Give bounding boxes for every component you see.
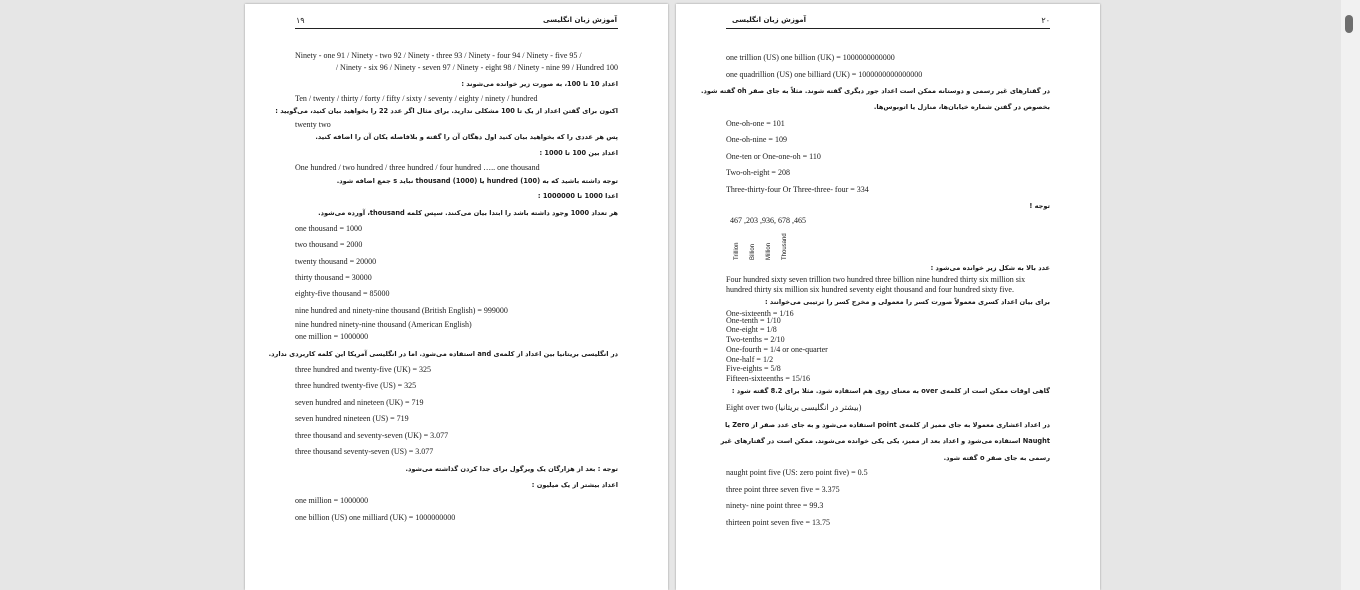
text-line: اعداد 10 تا 100، به صورت زیر خوانده می‌شوند :: [461, 80, 618, 88]
text-line: three thousand seventy-seven (US) = 3.077: [295, 447, 434, 456]
page-header-title: آموزش زبان انگلیسی: [732, 16, 806, 24]
text-line: three hundred and twenty-five (UK) = 325: [295, 365, 432, 374]
text-line: در اعداد اعشاری معمولا به جای ممیز از کلمه‌ی point استفاده می‌شود و به جای عدد صفر از Zero یا: [724, 421, 1050, 429]
text-line: one quadrillion (US) one billiard (UK) = 1000000000000000: [726, 70, 923, 79]
text-line: nine hundred ninety-nine thousand (American English): [295, 320, 472, 329]
text-line: اعدا 1000 تا 1000000 :: [537, 192, 618, 200]
text-line: One-oh-one = 101: [726, 119, 785, 128]
place-value-label: Trillion: [734, 242, 740, 260]
text-line: One-tenth = 1/10: [726, 316, 781, 325]
text-line: seven hundred nineteen (US) = 719: [295, 414, 409, 423]
text-line: nine hundred and ninety-nine thousand (British English) = 999000: [295, 306, 508, 315]
text-line: ninety- nine point three = 99.3: [726, 501, 824, 510]
text-line: Naught استفاده می‌شود و اعداد بعد از ممیز، یکی یکی خوانده می‌شوند. ممکن است در گفتارهای غیر: [720, 437, 1050, 445]
text-line: naught point five (US: zero point five) = 0.5: [726, 468, 868, 477]
place-value-label: Thousand: [782, 233, 788, 260]
text-line: three thousand and seventy-seven (UK) = 3.077: [295, 431, 449, 440]
text-line: توجه : بعد از هزارگان یک ویرگول برای جدا کردن گذاشته می‌شود.: [405, 465, 618, 473]
text-line: one billion (US) one milliard (UK) = 1000000000: [295, 513, 456, 522]
text-line: hundred thirty six million six hundred seventy eight thousand and four hundred sixty five.: [726, 285, 1014, 294]
text-line: برای بیان اعداد کسری معمولاً صورت کسر را معمولی و مخرج کسر را ترتیبی می‌خوانند :: [764, 298, 1050, 306]
text-line: بخصوص در گفتن شماره خیابان‌ها، منازل یا اتوبوس‌ها.: [873, 103, 1050, 111]
text-line: هر تعداد 1000 وجود داشته باشد را ابتدا بیان می‌کنند. سپس کلمه thousand، آورده می‌شود.: [318, 209, 618, 217]
text-line: thirty thousand = 30000: [295, 273, 372, 282]
text-line: twenty two: [295, 120, 331, 129]
header-rule: [295, 28, 618, 29]
vertical-scrollbar[interactable]: [1341, 0, 1360, 590]
page-number: ۱۹: [296, 16, 305, 25]
text-line: eighty-five thousand = 85000: [295, 289, 390, 298]
text-line: two thousand = 2000: [295, 240, 363, 249]
text-line: اعداد بیشتر از یک میلیون :: [531, 481, 618, 489]
text-line: three hundred twenty-five (US) = 325: [295, 381, 417, 390]
document-page-left: [245, 4, 668, 590]
page-header-title: آموزش زبان انگلیسی: [543, 16, 617, 24]
text-line: پس هر عددی را که بخواهید بیان کنید اول دهگان آن را گفته و بلافاصله یکان آن را اضافه کنید.: [315, 133, 618, 141]
page-number: ۲۰: [1041, 16, 1050, 25]
text-line: One hundred / two hundred / three hundred / four hundred ….. one thousand: [295, 163, 540, 172]
text-line: One-eight = 1/8: [726, 325, 777, 334]
text-line: Ninety - one 91 / Ninety - two 92 / Ninety - three 93 / Ninety - four 94 / Ninety - five 95 /: [295, 51, 582, 60]
text-line: seven hundred and nineteen (UK) = 719: [295, 398, 424, 407]
text-line: thirteen point seven five = 13.75: [726, 518, 831, 527]
place-value-label: Million: [766, 242, 772, 260]
text-line: Five-eights = 5/8: [726, 364, 781, 373]
text-line: one thousand = 1000: [295, 224, 362, 233]
scrollbar-thumb[interactable]: [1345, 15, 1353, 33]
text-line: Two-tenths = 2/10: [726, 335, 785, 344]
text-line: One-sixteenth = 1/16: [726, 309, 794, 318]
text-line: اعداد بین 100 تا 1000 :: [539, 149, 618, 157]
text-line: اکنون برای گفتن اعداد از یک تا 100 مشکلی ندارید. برای مثال اگر عدد 22 را بخواهید بیان کنید، می‌گویید :: [275, 107, 618, 115]
text-line: One-half = 1/2: [726, 355, 774, 364]
text-line: one trillion (US) one billion (UK) = 1000000000000: [726, 53, 895, 62]
text-line: one million = 1000000: [295, 332, 369, 341]
text-line: توجه !: [1029, 202, 1050, 210]
text-line: عدد بالا به شکل زیر خوانده می‌شود :: [930, 264, 1050, 272]
text-line: Fifteen-sixteenths = 15/16: [726, 374, 811, 383]
text-line: Two-oh-eight = 208: [726, 168, 790, 177]
text-line: Four hundred sixty seven trillion two hundred three billion nine hundred thirty six million six: [726, 275, 1026, 284]
text-line: Ten / twenty / thirty / forty / fifty / sixty / seventy / eighty / ninety / hundred: [295, 94, 538, 103]
text-line: در انگلیسی بریتانیا بین اعداد از کلمه‌ی and استفاده می‌شود. اما در انگلیسی آمریکا این کلمه کاربردی ندارد.: [268, 350, 618, 358]
place-value-label: Billion: [750, 243, 756, 260]
text-line: / Ninety - six 96 / Ninety - seven 97 / Ninety - eight 98 / Ninety - nine 99 / Hundred 100: [335, 63, 618, 72]
text-line: رسمی به جای صفر o گفته شود.: [943, 454, 1050, 462]
text-line: one million = 1000000: [295, 496, 369, 505]
text-line: 467 ,203 ,936, 678 ,465: [730, 216, 806, 225]
header-rule: [726, 28, 1050, 29]
text-line: One-fourth = 1/4 or one-quarter: [726, 345, 828, 354]
text-line: گاهی اوقات ممکن است از کلمه‌ی over به معنای روی هم استفاده شود. مثلا برای 8.2 گفته شود :: [731, 387, 1050, 395]
text-line: One-oh-nine = 109: [726, 135, 787, 144]
text-line: Three-thirty-four Or Three-three- four = 334: [726, 185, 869, 194]
document-page-right: [676, 4, 1100, 590]
text-line: three point three seven five = 3.375: [726, 485, 840, 494]
text-line: twenty thousand = 20000: [295, 257, 377, 266]
text-line: در گفتارهای غیر رسمی و دوستانه ممکن است اعداد جور دیگری گفته شوند. مثلاً به جای صفر oh گفته شود.: [701, 87, 1050, 95]
text-line: One-ten or One-one-oh = 110: [726, 152, 821, 161]
text-line: توجه داشته باشید که به (100) hundred یا (1000) thousand نباید s جمع اضافه شود.: [336, 177, 618, 185]
text-line: Eight over two (بیشتر در انگلیسی بریتانیا): [726, 403, 862, 412]
